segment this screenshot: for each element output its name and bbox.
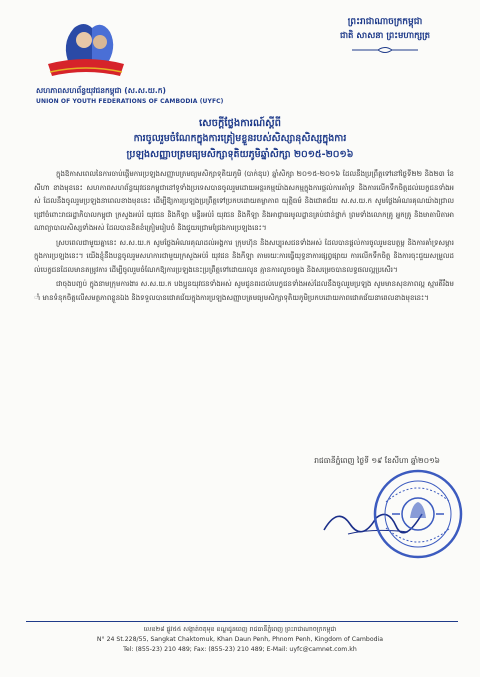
footer-address-khmer: លេខ២៨ ផ្លូវ៥៥ សង្កាត់ចតុមុខ ខណ្ឌដូនពេញ រាជធានីភ្នំពេញ ព្រះរាជាណាចក្រកម្ពុជា xyxy=(143,626,337,633)
ornament-divider-icon xyxy=(350,46,420,54)
statement-title: សេចក្តីថ្លែងការណ៍ស្តីពី xyxy=(198,118,282,129)
footer-contact: Tel: (855-23) 210 489; Fax: (855-23) 210 489; E-Mail: uyfc@camnet.com.kh xyxy=(123,646,357,653)
statement-subtitle-2: ប្រឡងសញ្ញាបត្រមធ្យមសិក្សាទុតិយភូមិឆ្នាំសិក្សា ២០១៥-២០១៦ xyxy=(126,149,354,160)
date-line: រាជធានីភ្នំពេញ ថ្ងៃទី ១៩ ខែសីហា ឆ្នាំ២០១៦ xyxy=(314,456,440,465)
body-paragraph-2: ស្របពេលជាមួយគ្នានេះ ស.ស.យ.ក សូមថ្លែងអំណរគុណដល់អង្គការ ក្រុមហ៊ុន និងសប្បុរសជនទាំងអស់ ដែលបានផ្តល់ការចូលរួមឧបត្ថម្ភ និងការគាំទ្រសម្ភារ ក្នុងការប្រឡងនេះ។ យើងខ្ញុំនឹងបន្តចូលរួមសហការជាមួយក្រសួងអប់រំ យុវជន និងកីឡា តាមរយៈការធ្វើយុទ្ធនាការផ្សព្វផ្សាយ ការលើកទឹកចិត្ត និងការចុះជួយសម្រួលដល់បេក្ខជនដែលមានតម្រូវការ ដើម្បីចូលរួមចំណែកឱ្យការប្រឡងនេះប្រព្រឹត្តទៅដោយរលូន គ្មានការលួចចម្លង និងសម្រេចបានលទ្ធផលល្អប្រសើរ។ xyxy=(34,238,454,274)
statement-subtitle-1: ការចូលរួមចំណែកក្នុងការត្រៀមខ្លួនរបស់សិស្សានុសិស្សក្នុងការ xyxy=(133,133,347,144)
kingdom-line1: ព្រះរាជាណាចក្រកម្ពុជា xyxy=(347,17,423,27)
org-name-khmer: សហភាពសហព័ន្ធយុវជនកម្ពុជា (ស.ស.យ.ក) xyxy=(36,86,166,95)
footer-address-english: N° 24 St.228/55, Sangkat Chaktomuk, Khan Daun Penh, Phnom Penh, Kingdom of Cambodia xyxy=(96,636,384,643)
kingdom-motto xyxy=(320,16,450,54)
official-seal xyxy=(372,468,464,560)
body-paragraph-3: ជាចុងបញ្ចប់ ក្នុងនាមក្រុមការងារ ស.ស.យ.ក បងប្អូនយុវជនទាំងអស់ សូមជូនពរដល់បេក្ខជនទាំងអស់ដែលនឹងចូលរួមប្រឡង សូមមានសុខភាពល្អ ស្មារតីរឹងមាំ មានទំនុកចិត្តលើសមត្ថភាពខ្លួនឯង និងទទួលបានជោគជ័យក្នុងការប្រឡងសញ្ញាបត្រមធ្យមសិក្សាទុតិយភូមិប្រកបដោយភាពជោគជ័យនាពេលខាងមុខនេះ។ xyxy=(34,280,454,302)
org-name-english: UNION OF YOUTH FEDERATIONS OF CAMBODIA (UYFC) xyxy=(36,98,224,105)
uyfc-logo xyxy=(40,14,132,84)
footer-divider xyxy=(26,621,458,622)
statement-body xyxy=(34,168,454,306)
kingdom-line2: ជាតិ សាសនា ព្រះមហាក្សត្រ xyxy=(339,31,431,41)
body-paragraph-1: ក្នុងឱកាសពេលនៃការចាប់ផ្តើមការប្រឡងសញ្ញាបត្រមធ្យមសិក្សាទុតិយភូមិ (បាក់ឌុប) ឆ្នាំសិក្សា ២០១៥-២០១៦ ដែលនឹងប្រព្រឹត្តទៅនៅថ្ងៃទី២២ និង២៣ ខែសីហា ខាងមុខនេះ សហភាពសហព័ន្ធយុវជនកម្ពុជានៅទូទាំងប្រទេសបានចូលរួមដោយអន្តរកម្មយ៉ាងសកម្មក្នុងការផ្តល់ការគាំទ្រ និងការលើកទឹកចិត្តដល់បេក្ខជនទាំងអស់ ដែលនឹងចូលរួមប្រឡងនាពេលខាងមុខនេះ ដើម្បីឱ្យការប្រឡងប្រព្រឹត្តទៅប្រកបដោយតម្លាភាព យុត្តិធម៌ និងជោគជ័យ ស.ស.យ.ក សូមថ្លែងអំណរគុណយ៉ាងជ្រាលជ្រៅចំពោះរាជរដ្ឋាភិបាលកម្ពុជា ក្រសួងអប់រំ យុវជន និងកីឡា មន្ទីរអប់រំ យុវជន និងកីឡា និងអាជ្ញាធរមូលដ្ឋានគ្រប់ជាន់ថ្នាក់ ព្រមទាំងលោកគ្រូ អ្នកគ្រូ និងមាតាបិតាអាណាព្យាបាលសិស្សទាំងអស់ ដែលបានខិតខំត្រៀមរៀបចំ និងជួយជ្រោមជ្រែងការប្រឡងនេះ។ xyxy=(34,170,454,232)
